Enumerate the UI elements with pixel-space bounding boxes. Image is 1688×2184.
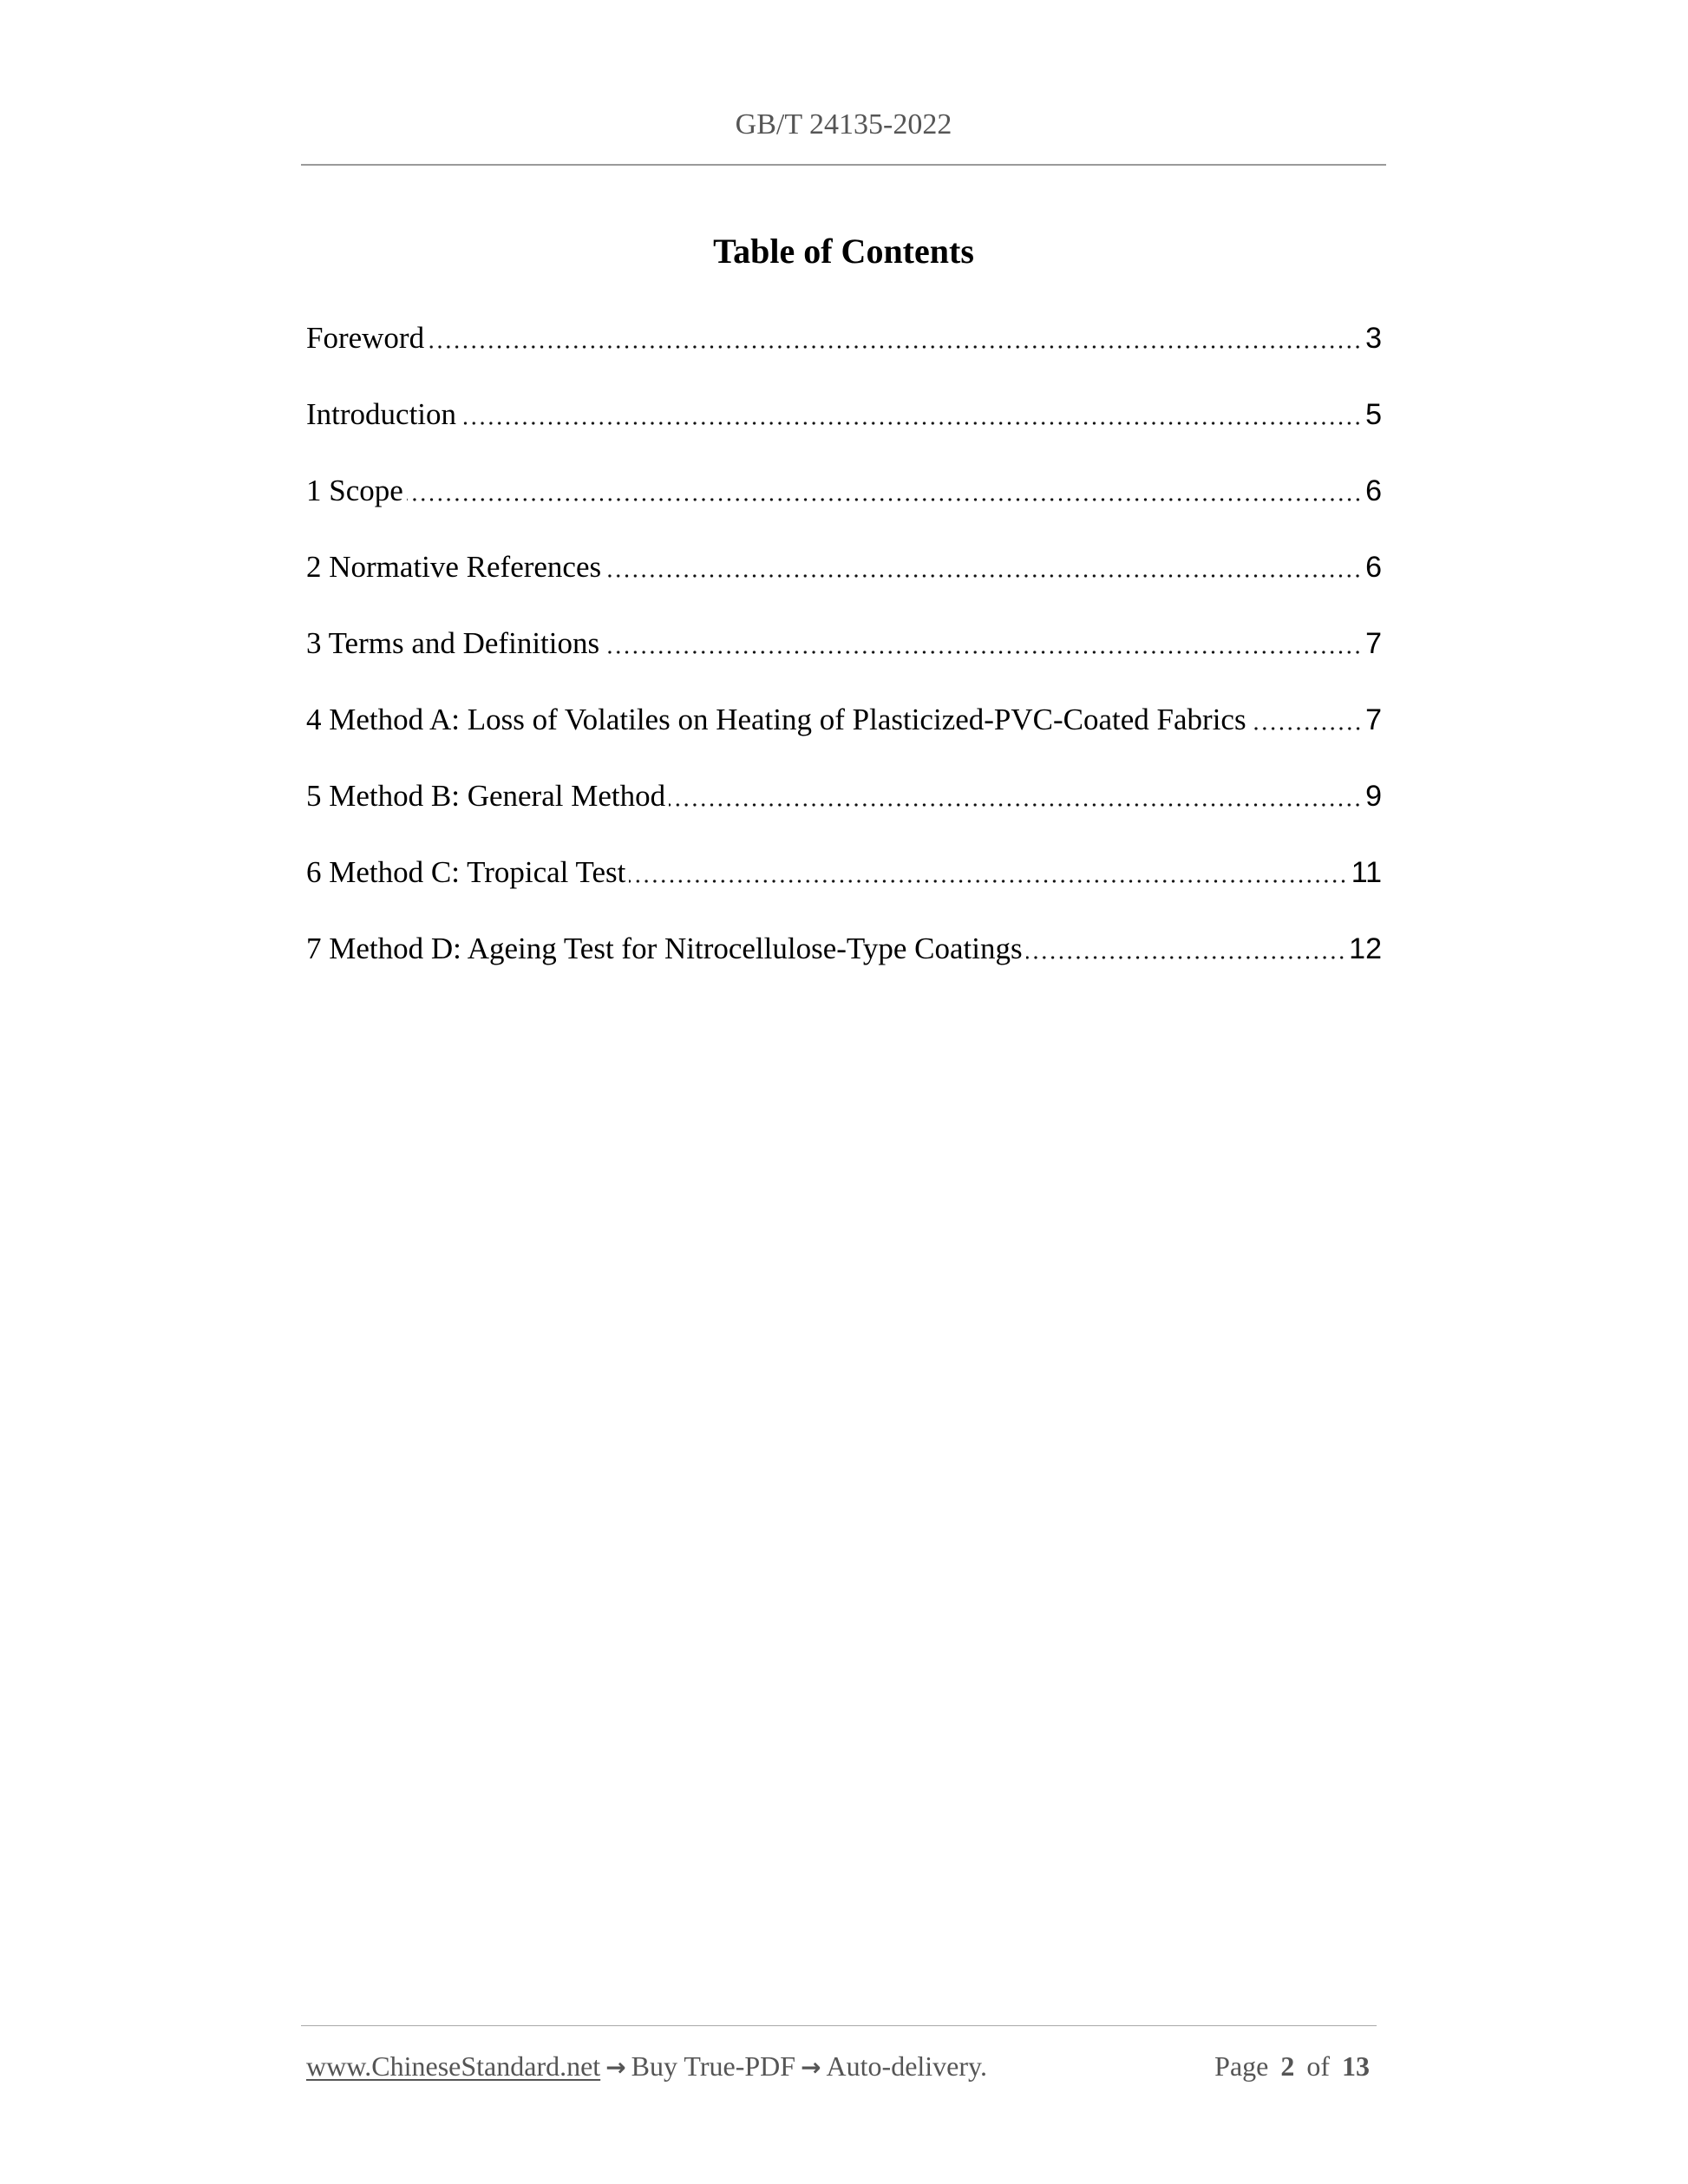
dot-leader [629, 879, 1347, 884]
toc-entry-method-d[interactable] [306, 929, 1382, 1005]
footer-step-buy: Buy True-PDF [631, 2050, 796, 2082]
toc-entry-page-number: 9 [1365, 780, 1382, 813]
toc-entry-page-number: 6 [1365, 474, 1382, 507]
toc-entry-label: 6 Method C: Tropical Test [306, 855, 626, 889]
current-page-number: 2 [1280, 2050, 1295, 2082]
table-of-contents [306, 318, 1382, 1005]
total-pages-number: 13 [1342, 2050, 1370, 2082]
toc-entry-page-number: 5 [1365, 398, 1382, 431]
dot-leader [428, 344, 1362, 350]
dot-leader [603, 650, 1362, 655]
toc-entry-method-c[interactable] [306, 853, 1382, 929]
page-indicator [1214, 2047, 1370, 2085]
footer-divider [301, 2025, 1377, 2026]
toc-entry-label: Foreword [306, 321, 425, 355]
toc-entry-page-number: 6 [1365, 551, 1382, 584]
toc-entry-label: 1 Scope [306, 474, 403, 507]
toc-entry-page-number: 12 [1349, 932, 1382, 965]
site-link[interactable]: www.ChineseStandard.net [306, 2050, 601, 2082]
toc-entry-label: 2 Normative References [306, 550, 602, 584]
toc-entry-method-b[interactable] [306, 776, 1382, 853]
toc-entry-scope[interactable] [306, 471, 1382, 547]
document-code-header: GB/T 24135-2022 [735, 108, 952, 141]
toc-entry-label: 3 Terms and Definitions [306, 626, 600, 660]
toc-entry-label: 5 Method B: General Method [306, 779, 666, 813]
dot-leader [1250, 726, 1362, 731]
dot-leader [460, 421, 1362, 426]
footer-step-delivery: Auto-delivery. [826, 2050, 987, 2082]
arrow-right-icon: → [801, 2053, 821, 2082]
toc-entry-method-a[interactable] [306, 700, 1382, 776]
footer-promo [306, 2047, 987, 2087]
dot-leader [669, 802, 1362, 808]
page-footer [306, 2047, 1370, 2085]
arrow-right-icon: → [605, 2053, 626, 2082]
dot-leader [605, 573, 1362, 579]
header-divider [301, 164, 1386, 166]
dot-leader [1026, 955, 1346, 960]
toc-entry-label: Introduction [306, 397, 457, 431]
toc-entry-foreword[interactable] [306, 318, 1382, 395]
toc-entry-label: 4 Method A: Loss of Volatiles on Heating of Plasticized-PVC-Coated Fabrics [306, 703, 1246, 736]
toc-entry-page-number: 3 [1365, 322, 1382, 355]
dot-leader [407, 497, 1362, 502]
toc-entry-page-number: 7 [1365, 627, 1382, 660]
toc-entry-label: 7 Method D: Ageing Test for Nitrocellulose-Type Coatings [306, 932, 1023, 965]
toc-entry-terms-and-definitions[interactable] [306, 624, 1382, 700]
toc-entry-normative-references[interactable] [306, 547, 1382, 624]
page-title: Table of Contents [713, 232, 974, 271]
page-word: Page [1214, 2050, 1269, 2082]
toc-entry-page-number: 11 [1351, 856, 1382, 889]
toc-entry-page-number: 7 [1365, 703, 1382, 736]
of-word: of [1306, 2050, 1330, 2082]
toc-entry-introduction[interactable] [306, 395, 1382, 471]
